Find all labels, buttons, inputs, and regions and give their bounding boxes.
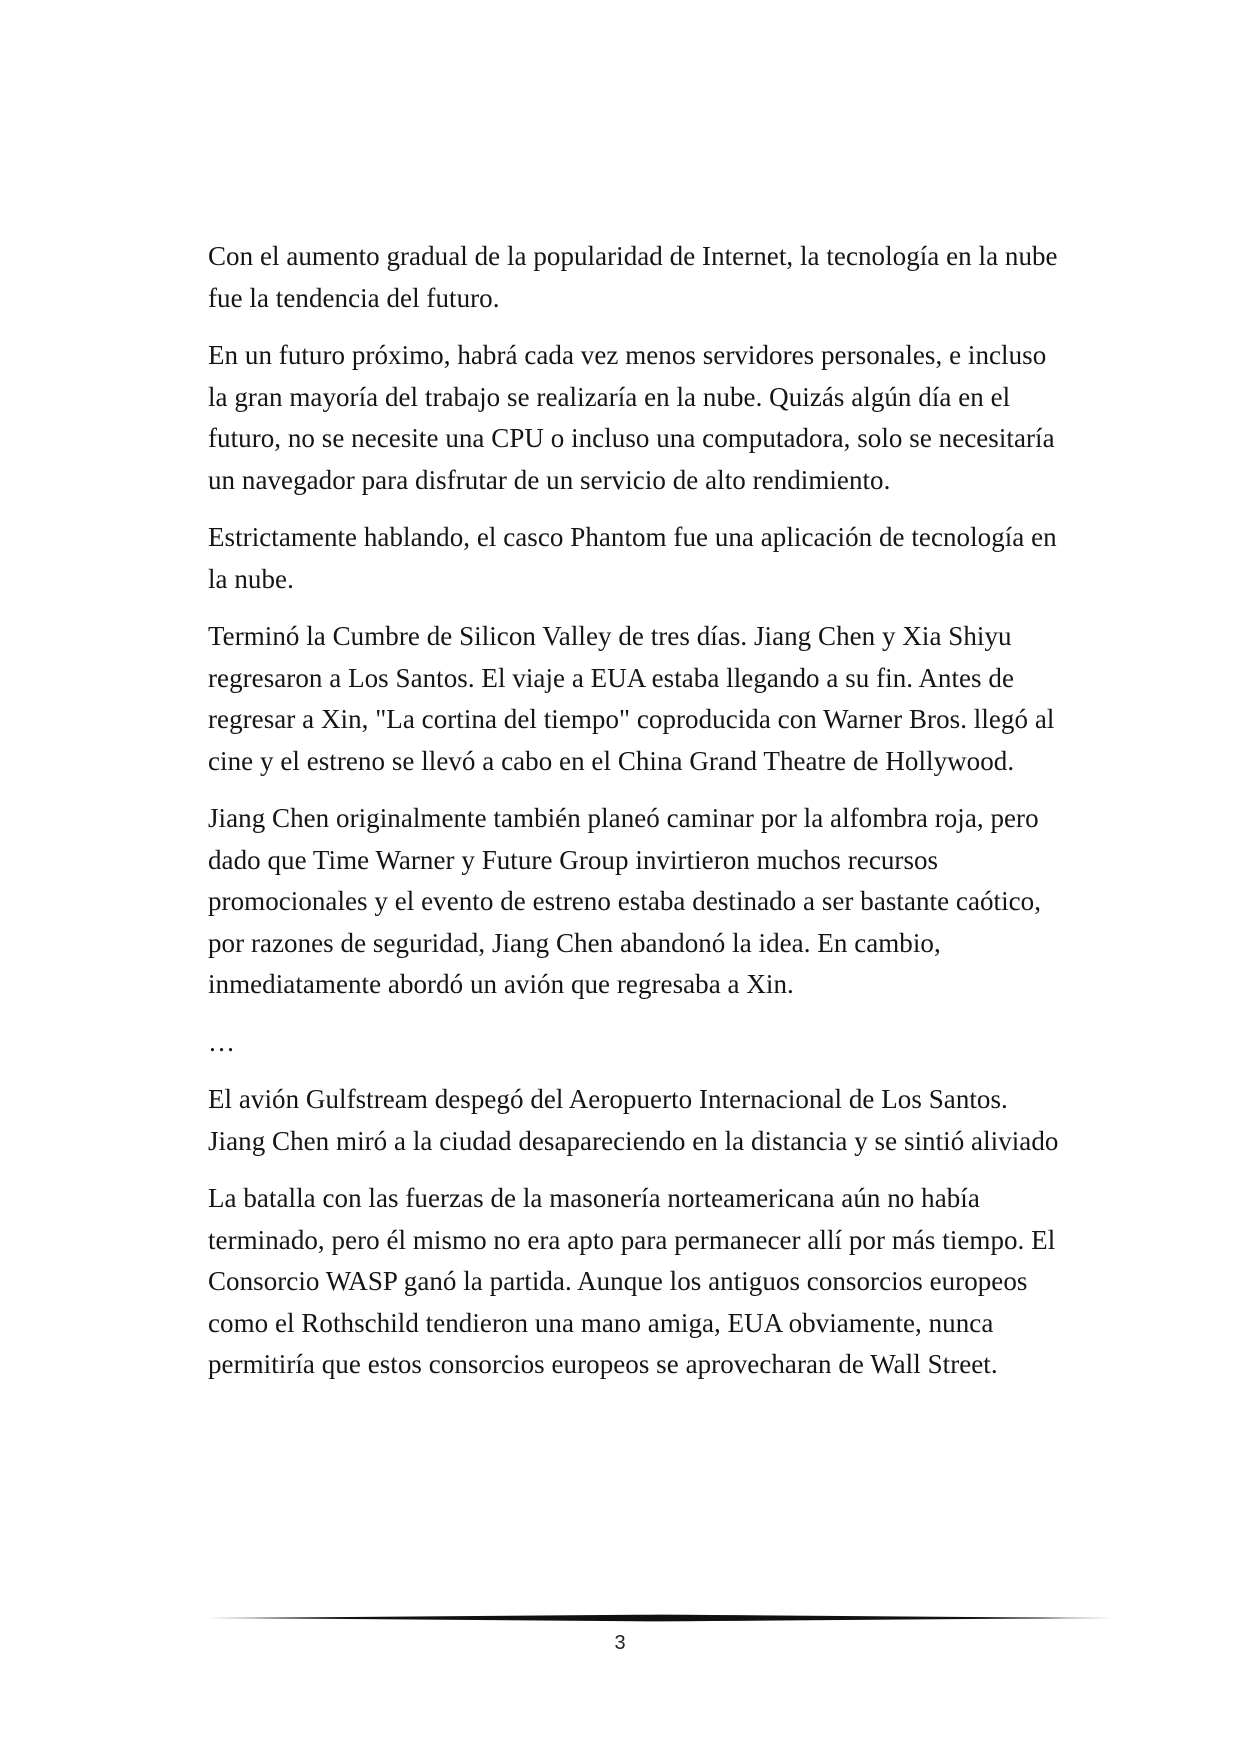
paragraph-7: La batalla con las fuerzas de la masonería norteamericana aún no había terminado, pero él mismo no era apto para permanecer allí por más tiempo. El Consorcio WASP ganó la partida. Aunque los antiguos consorcios europeos como el Rothschild tendieron una mano amiga, EUA obviamente, nunca permitiría que estos consorcios europeos se aprovecharan de Wall Street. xyxy=(208,1183,1056,1379)
paragraph-3: Estrictamente hablando, el casco Phantom fue una aplicación de tecnología en la nube. xyxy=(208,522,1057,594)
paragraph-5: Jiang Chen originalmente también planeó caminar por la alfombra roja, pero dado que Time Warner y Future Group invirtieron muchos recursos promocionales y el evento de estreno estaba destinado a ser bastante caótico, por razones de seguridad, Jiang Chen abandonó la idea. En cambio, inmediatamente abordó un avión que regresaba a Xin. xyxy=(208,803,1042,999)
footer-rule xyxy=(208,1612,1112,1624)
paragraph-4: Terminó la Cumbre de Silicon Valley de tres días. Jiang Chen y Xia Shiyu regresaron a Los Santos. El viaje a EUA estaba llegando a su fin. Antes de regresar a Xin, "La cortina del tiempo" coproducida con Warner Bros. llegó al cine y el estreno se llevó a cabo en el China Grand Theatre de Hollywood. xyxy=(208,621,1055,776)
page-number: 3 xyxy=(614,1632,626,1654)
scene-break-ellipsis: … xyxy=(208,1026,236,1057)
paragraph-6: El avión Gulfstream despegó del Aeropuerto Internacional de Los Santos. Jiang Chen miró a la ciudad desapareciendo en la distancia y se sintió aliviado xyxy=(208,1084,1059,1156)
paragraph-2: En un futuro próximo, habrá cada vez menos servidores personales, e incluso la gran mayoría del trabajo se realizaría en la nube. Quizás algún día en el futuro, no se necesite una CPU o incluso una computadora, solo se necesitaría un navegador para disfrutar de un servicio de alto rendimiento. xyxy=(208,340,1055,495)
body-text xyxy=(208,236,1070,1402)
paragraph-1: Con el aumento gradual de la popularidad de Internet, la tecnología en la nube fue la tendencia del futuro. xyxy=(208,241,1058,313)
